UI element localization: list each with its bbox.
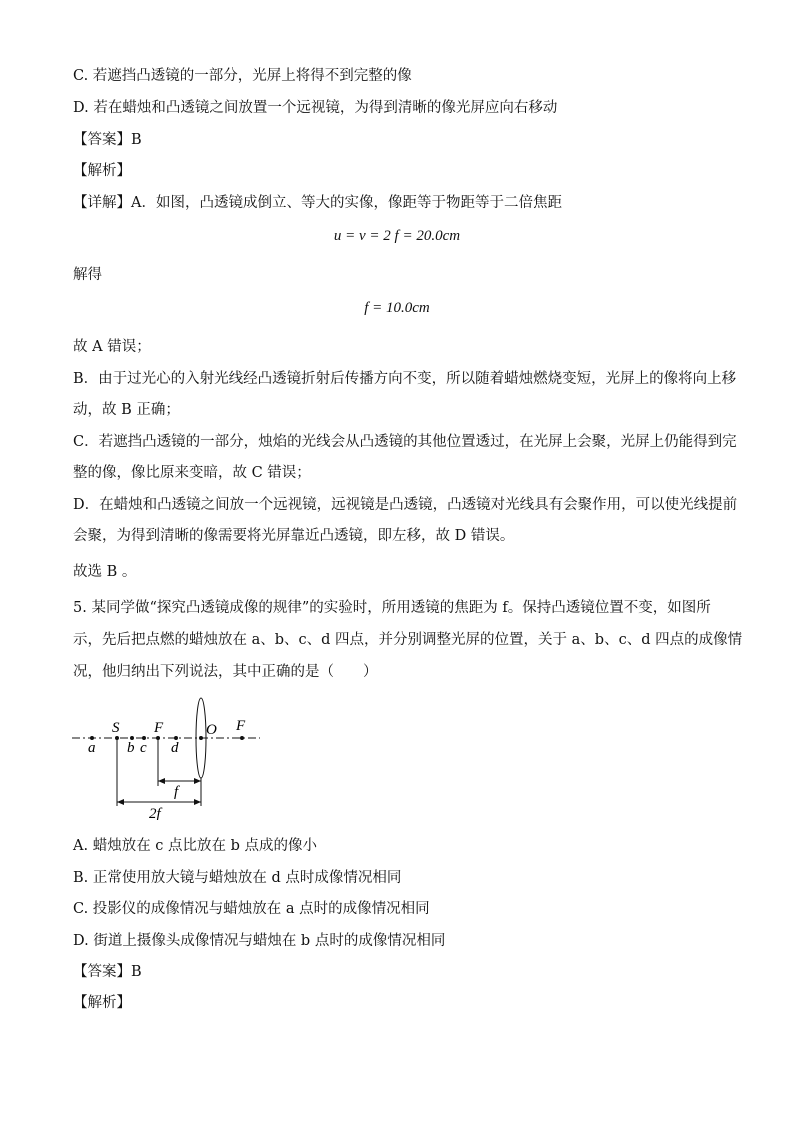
detail-c-1: C．若遮挡凸透镜的一部分，烛焰的光线会从凸透镜的其他位置透过，在光屏上会聚，光屏上仍能得到完 [73, 434, 737, 450]
a-wrong: 故 A 错误； [73, 339, 151, 355]
twof-arrow-right-head [194, 799, 201, 805]
label-f-left: F [154, 720, 164, 736]
label-d: d [171, 740, 179, 756]
label-b: b [127, 740, 135, 756]
option-c-q5: C. 投影仪的成像情况与蜡烛放在 a 点时的成像情况相同 [73, 901, 430, 917]
detail-b-2: 动，故 B 正确； [73, 402, 180, 418]
detail-b-1: B．由于过光心的入射光线经凸透镜折射后传播方向不变，所以随着蜡烛燃烧变短，光屏上的像将向上移 [73, 371, 737, 387]
label-a: a [88, 740, 96, 756]
f-arrow-left-head [158, 778, 165, 784]
analysis-title-q5: 【解析】 [73, 995, 131, 1011]
detail-d-2: 会聚，为得到清晰的像需要将光屏靠近凸透镜，即左移，故 D 错误。 [73, 528, 515, 544]
label-2f: 2f [149, 806, 161, 820]
point-f-right [240, 736, 244, 740]
q5-stem-3: 况，他归纳出下列说法，其中正确的是（ ） [73, 664, 378, 680]
analysis-title-q4: 【解析】 [73, 163, 131, 179]
detail-c-2: 整的像，像比原来变暗，故 C 错误； [73, 465, 311, 481]
q5-stem-1: 5. 某同学做“探究凸透镜成像的规律”的实验时，所用透镜的焦距为 f。保持凸透镜位置不变，如图所 [73, 600, 711, 616]
equation-1 [0, 228, 794, 245]
equation-2 [0, 300, 794, 317]
lens-diagram [70, 690, 270, 820]
answer-q4: 【答案】B [73, 132, 142, 148]
label-s: S [112, 720, 120, 736]
detail-a: 【详解】A．如图，凸透镜成倒立、等大的实像，像距等于物距等于二倍焦距 [73, 195, 562, 211]
label-f-right: F [236, 718, 246, 734]
answer-q5: 【答案】B [73, 964, 142, 980]
q5-stem-2: 示，先后把点燃的蜡烛放在 a、b、c、d 四点，并分别调整光屏的位置，关于 a、b、c、d 四点的成像情 [73, 632, 743, 648]
label-f: f [174, 784, 179, 800]
point-o [199, 736, 203, 740]
equation-2-text: f = 10.0cm [364, 300, 430, 316]
equation-1-text: u = v = 2 f = 20.0cm [333, 228, 461, 244]
option-b-q5: B. 正常使用放大镜与蜡烛放在 d 点时成像情况相同 [73, 870, 402, 886]
option-d-q4: D. 若在蜡烛和凸透镜之间放置一个远视镜，为得到清晰的像光屏应向右移动 [73, 100, 558, 116]
option-c-q4: C. 若遮挡凸透镜的一部分，光屏上将得不到完整的像 [73, 68, 412, 84]
twof-arrow-left-head [117, 799, 124, 805]
conclusion-q4: 故选 B 。 [73, 564, 137, 580]
label-o: O [206, 722, 217, 738]
option-d-q5: D. 街道上摄像头成像情况与蜡烛在 b 点时的成像情况相同 [73, 933, 446, 949]
solve-text: 解得 [73, 267, 102, 283]
detail-d-1: D．在蜡烛和凸透镜之间放一个远视镜，远视镜是凸透镜，凸透镜对光线具有会聚作用，可以使光线提前 [73, 497, 738, 513]
label-c: c [140, 740, 147, 756]
f-arrow-right-head [194, 778, 201, 784]
option-a-q5: A. 蜡烛放在 c 点比放在 b 点成的像小 [73, 838, 318, 854]
